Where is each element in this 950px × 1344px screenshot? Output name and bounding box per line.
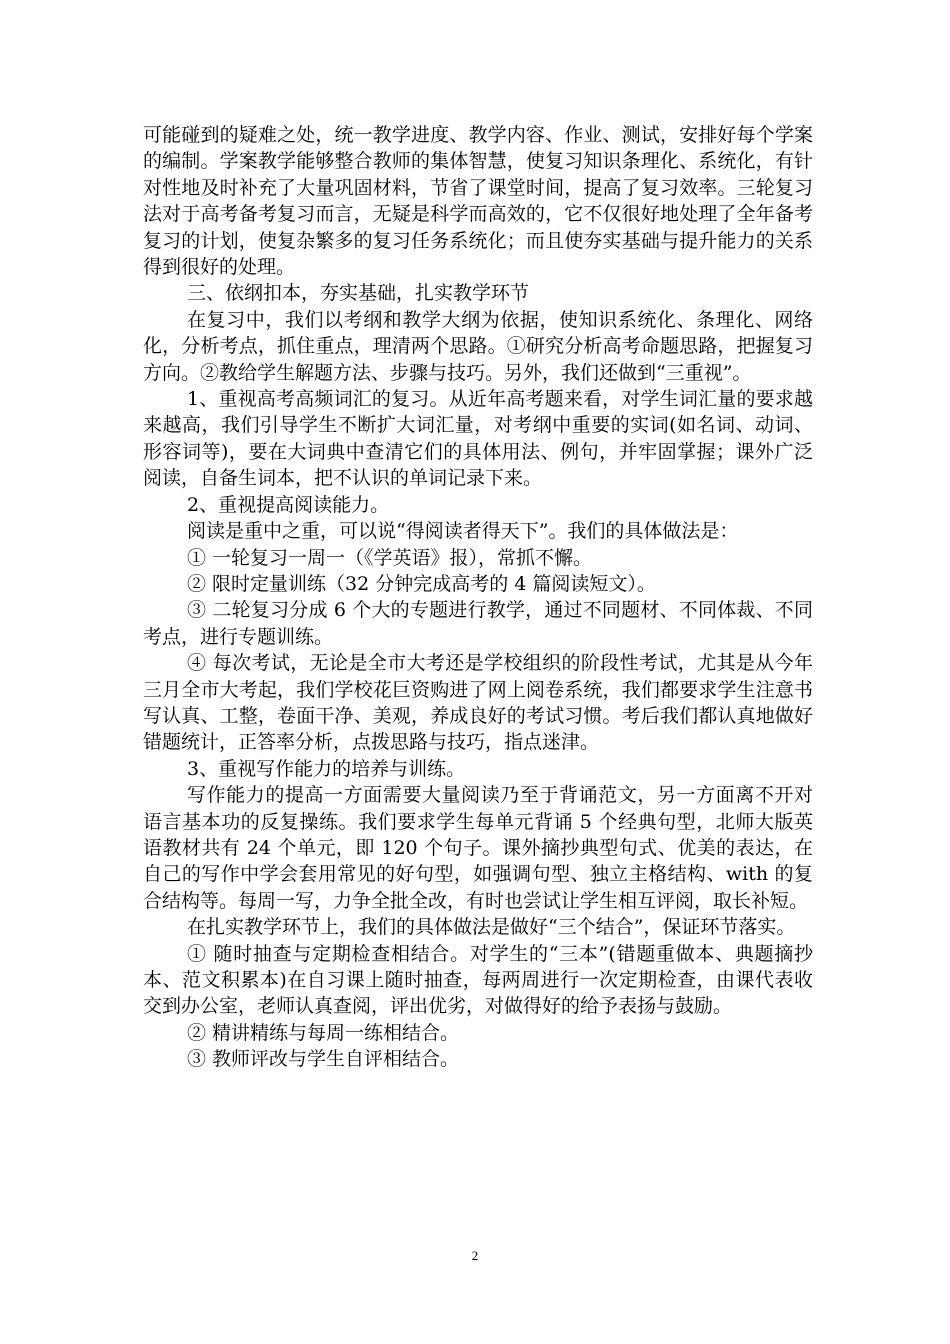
list-item: ③ 二轮复习分成 6 个大的专题进行教学，通过不同题材、不同体裁、不同考点，进行专题训练。 <box>143 599 813 648</box>
paragraph: 在扎实教学环节上，我们的具体做法是做好“三个结合”，保证环节落实。 <box>187 916 796 939</box>
section-heading: 三、依纲扣本，夯实基础，扎实教学环节 <box>187 282 530 305</box>
paragraph-continuation: 可能碰到的疑难之处，统一教学进度、教学内容、作业、测试，安排好每个学案的编制。学案教学能够整合教师的集体智慧，使复习知识条理化、系统化，有针对性地及时补充了大量巩固材料，节省了课堂时间，提高了复习效率。三轮复习法对于高考备考复习而言，无疑是科学而高效的，它不仅很好地处理了全年备考复习的计划，使复杂繁多的复习任务系统化；而且使夯实基础与提升能力的关系得到很好的处理。 <box>143 124 813 279</box>
paragraph: 1、重视高考高频词汇的复习。从近年高考题来看，对学生词汇量的要求越来越高，我们引导学生不断扩大词汇量，对考纲中重要的实词(如名词、动词、形容词等)，要在大词典中查清它们的具体用法、例句，并牢固掌握；课外广泛阅读，自备生词本，把不认识的单词记录下来。 <box>143 388 813 490</box>
paragraph: 在复习中，我们以考纲和教学大纲为依据，使知识系统化、条理化、网络化，分析考点，抓住重点，理清两个思路。①研究分析高考命题思路，把握复习方向。②教给学生解题方法、步骤与技巧。另外，我们还做到“三重视”。 <box>143 308 813 384</box>
subheading: 3、重视写作能力的培养与训练。 <box>187 757 466 780</box>
subheading: 2、重视提高阅读能力。 <box>187 493 390 516</box>
list-item: ② 精讲精练与每周一练相结合。 <box>187 1021 460 1044</box>
list-item: ④ 每次考试，无论是全市大考还是学校组织的阶段性考试，尤其是从今年三月全市大考起，我们学校花巨资购进了网上阅卷系统，我们都要求学生注意书写认真、工整，卷面干净、美观，养成良好的考试习惯。考后我们都认真地做好错题统计，正答率分析，点拨思路与技巧，指点迷津。 <box>143 652 813 754</box>
list-item: ② 限时定量训练（32 分钟完成高考的 4 篇阅读短文）。 <box>187 572 656 595</box>
paragraph: 阅读是重中之重，可以说“得阅读者得天下”。我们的具体做法是： <box>187 520 739 543</box>
paragraph: 写作能力的提高一方面需要大量阅读乃至于背诵范文，另一方面离不开对语言基本功的反复操练。我们要求学生每单元背诵 5 个经典句型，北师大版英语教材共有 24 个单元，即 120 个句子。课外摘抄典型句式、优美的表达，在自己的写作中学会套用常见的好句型，如强调句型、独立主格结构、with 的复合结构等。每周一写，力争全批全改，有时也尝试让学生相互评阅，取长补短。 <box>143 784 813 912</box>
list-item: ① 一轮复习一周一（《学英语》报），常抓不懈。 <box>187 546 593 569</box>
list-item: ① 随时抽查与定期检查相结合。对学生的“三本”(错题重做本、典题摘抄本、范文积累本)在自习课上随时抽查，每两周进行一次定期检查，由课代表收交到办公室，老师认真查阅，评出优劣，对做得好的给予表扬与鼓励。 <box>143 942 813 1018</box>
list-item: ③ 教师评改与学生自评相结合。 <box>187 1048 460 1071</box>
page-number: 2 <box>471 1248 479 1263</box>
document-body <box>143 122 813 1073</box>
